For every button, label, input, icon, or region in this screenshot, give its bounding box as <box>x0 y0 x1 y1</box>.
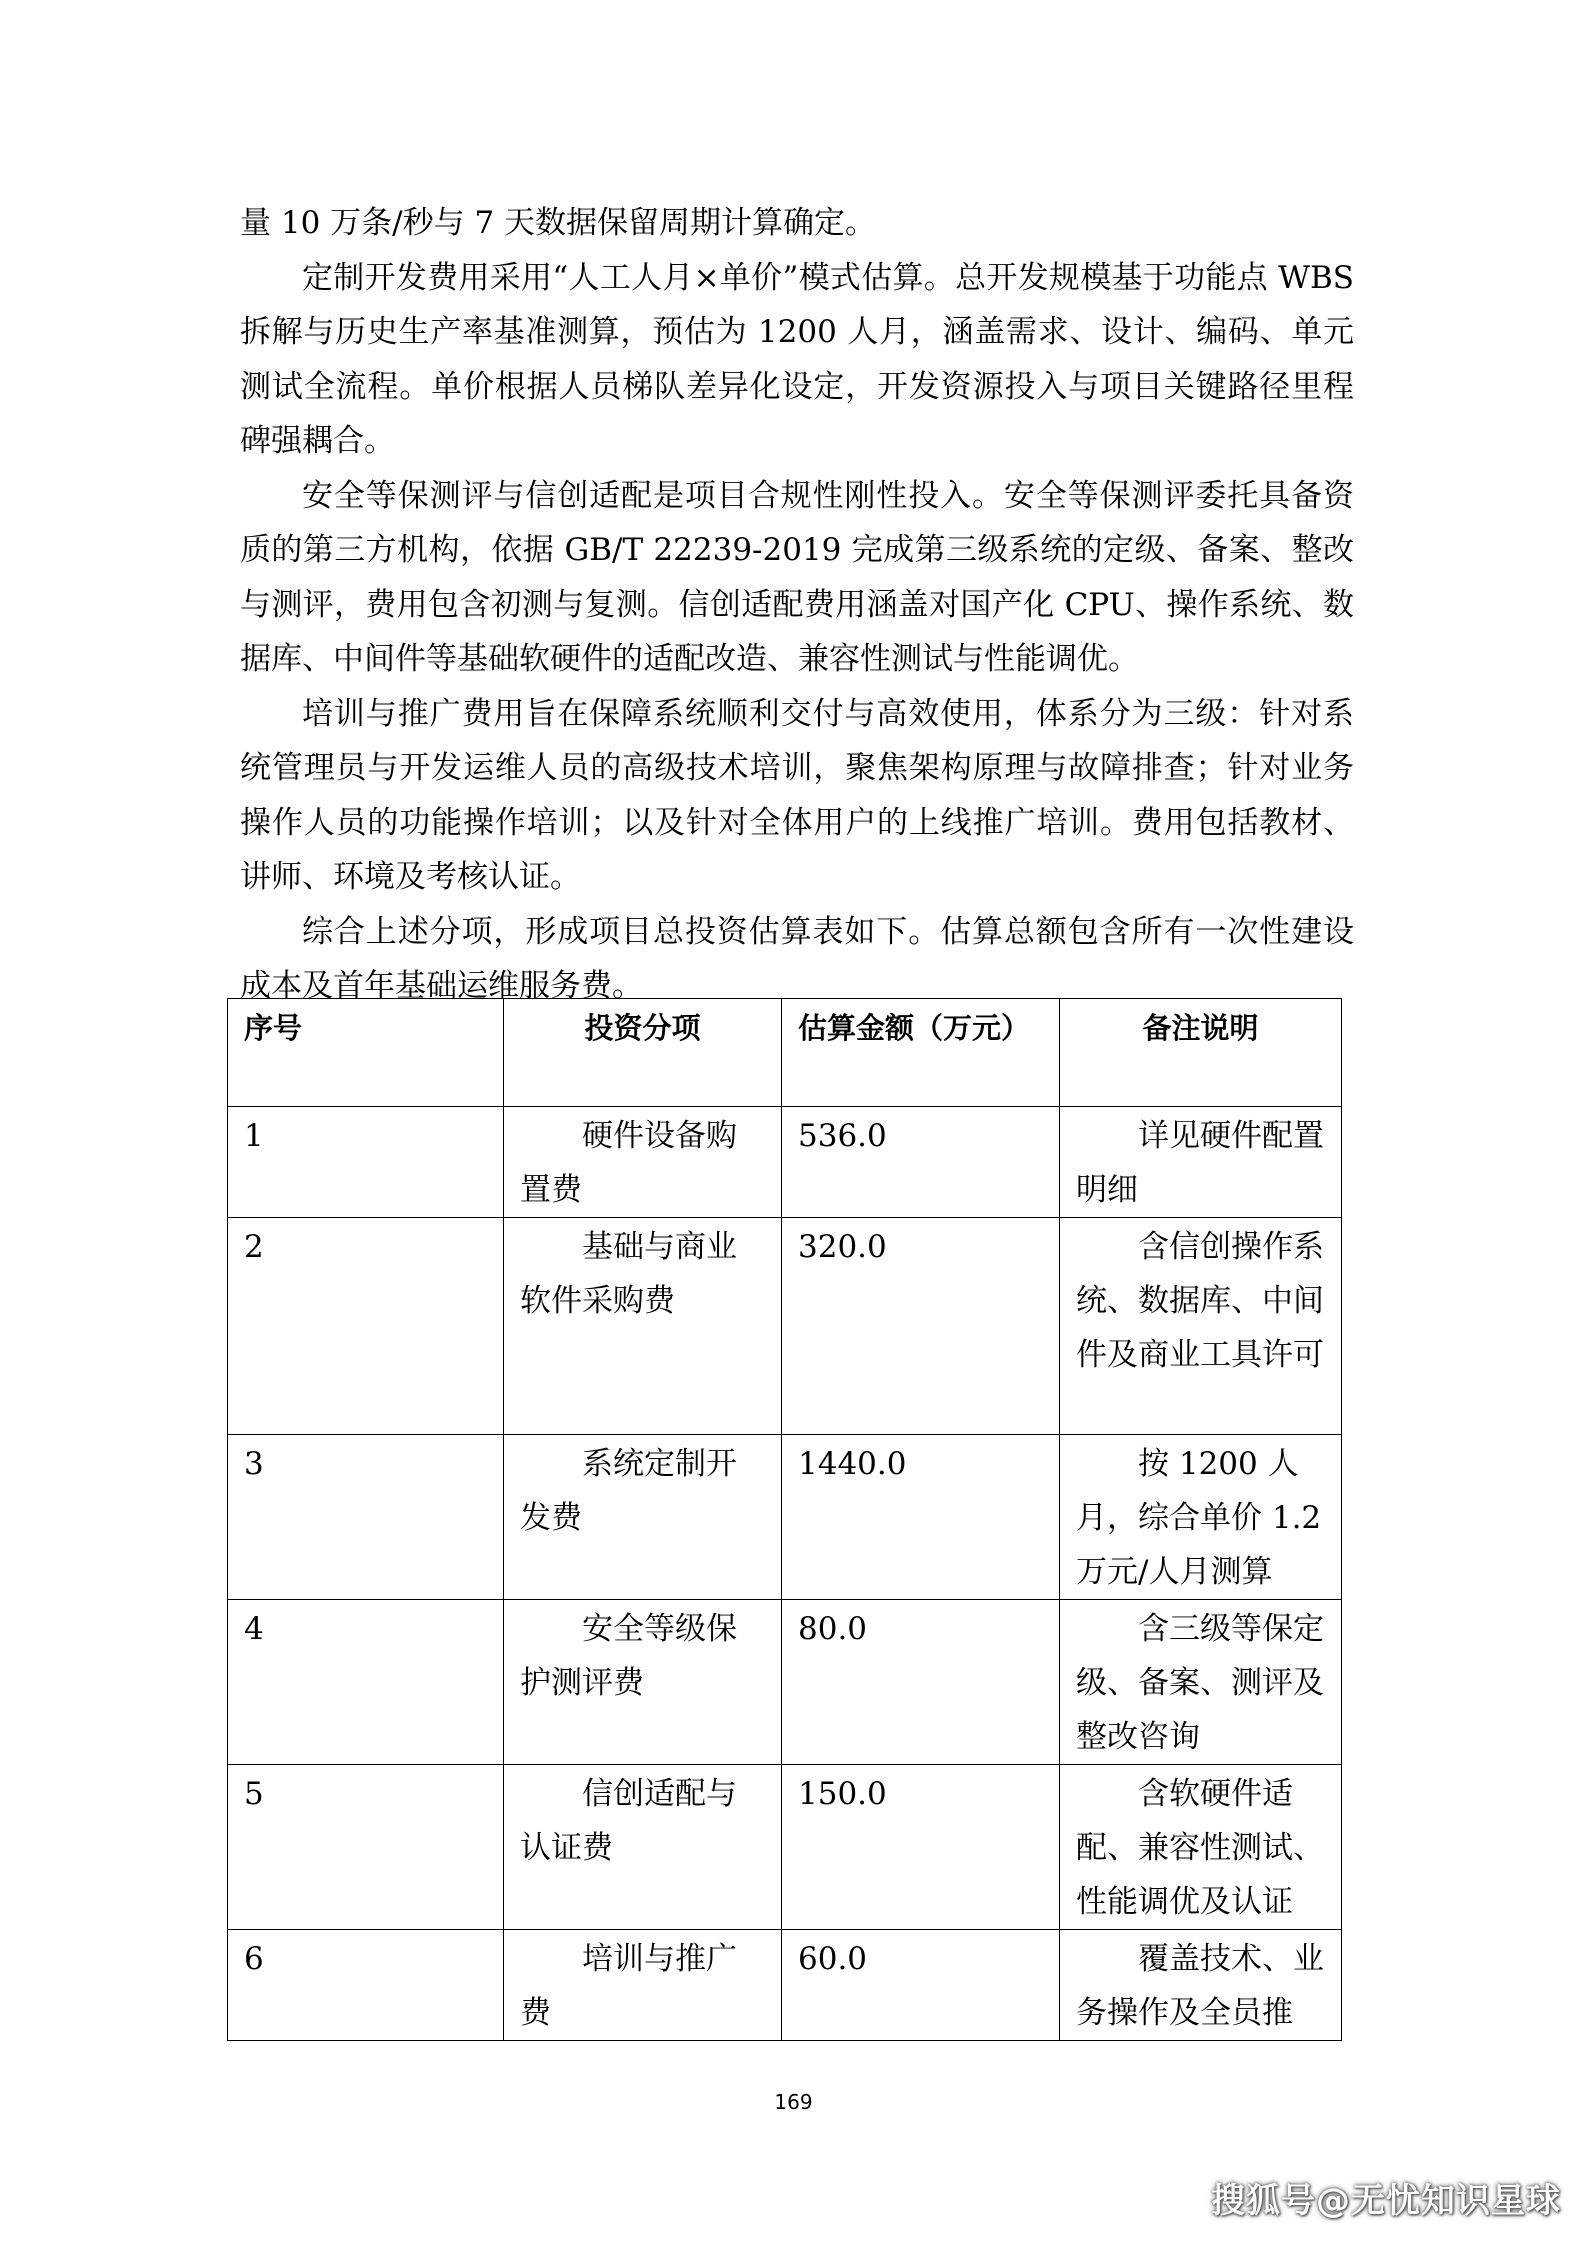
paragraph-custom-development: 定制开发费用采用“人工人月×单价”模式估算。总开发规模基于功能点 WBS 拆解与历史生产率基准测算，预估为 1200 人月，涵盖需求、设计、编码、单元测试全流程。单价根据人员梯队差异化设定，开发资源投入与项目关键路径里程碑强耦合。 <box>240 259 1354 459</box>
table-row <box>228 1930 1342 2041</box>
cell-amount: 1440.0 <box>782 1435 1060 1600</box>
table-row <box>228 1218 1342 1435</box>
cell-amount: 80.0 <box>782 1600 1060 1765</box>
table-row <box>228 1435 1342 1600</box>
body-text <box>240 196 1354 1014</box>
table-row <box>228 1765 1342 1930</box>
cell-note: 含三级等保定级、备案、测评及整改咨询 <box>1060 1600 1342 1765</box>
cell-item: 安全等级保护测评费 <box>504 1600 782 1765</box>
cell-amount: 150.0 <box>782 1765 1060 1930</box>
header-no: 序号 <box>228 999 504 1107</box>
cell-no: 1 <box>228 1107 504 1218</box>
cell-no: 2 <box>228 1218 504 1435</box>
table-row <box>228 1600 1342 1765</box>
cell-note: 覆盖技术、业务操作及全员推 <box>1060 1930 1342 2041</box>
cell-note: 含信创操作系统、数据库、中间件及商业工具许可 <box>1060 1218 1342 1435</box>
cell-item: 系统定制开发费 <box>504 1435 782 1600</box>
table-header-row <box>228 999 1342 1107</box>
cell-no: 3 <box>228 1435 504 1600</box>
page-number: 169 <box>774 2090 813 2114</box>
cell-note: 含软硬件适配、兼容性测试、性能调优及认证 <box>1060 1765 1342 1930</box>
paragraph-summary: 综合上述分项，形成项目总投资估算表如下。估算总额包含所有一次性建设成本及首年基础运维服务费。 <box>240 913 1354 1004</box>
paragraph-training: 培训与推广费用旨在保障系统顺利交付与高效使用，体系分为三级：针对系统管理员与开发运维人员的高级技术培训，聚焦架构原理与故障排查；针对业务操作人员的功能操作培训；以及针对全体用户的上线推广培训。费用包括教材、讲师、环境及考核认证。 <box>240 695 1354 895</box>
cell-item: 信创适配与认证费 <box>504 1765 782 1930</box>
cell-note: 详见硬件配置明细 <box>1060 1107 1342 1218</box>
cell-item: 硬件设备购置费 <box>504 1107 782 1218</box>
cell-no: 4 <box>228 1600 504 1765</box>
cell-item: 基础与商业软件采购费 <box>504 1218 782 1435</box>
cell-item: 培训与推广费 <box>504 1930 782 2041</box>
paragraph-security-compliance: 安全等保测评与信创适配是项目合规性刚性投入。安全等保测评委托具备资质的第三方机构，依据 GB/T 22239-2019 完成第三级系统的定级、备案、整改与测评，费用包含初测与复测。信创适配费用涵盖对国产化 CPU、操作系统、数据库、中间件等基础软硬件的适配改造、兼容性测试与性能调优。 <box>240 477 1354 677</box>
table-row <box>228 1107 1342 1218</box>
header-amount: 估算金额（万元） <box>782 999 1060 1107</box>
cell-no: 6 <box>228 1930 504 2041</box>
header-item: 投资分项 <box>504 999 782 1107</box>
cell-amount: 536.0 <box>782 1107 1060 1218</box>
watermark: 搜狐号@无忧知识星球 <box>1211 2181 1561 2221</box>
paragraph-continuation: 量 10 万条/秒与 7 天数据保留周期计算确定。 <box>240 205 877 241</box>
cell-note: 按 1200 人月，综合单价 1.2 万元/人月测算 <box>1060 1435 1342 1600</box>
cell-amount: 60.0 <box>782 1930 1060 2041</box>
cell-amount: 320.0 <box>782 1218 1060 1435</box>
investment-estimate-table <box>227 998 1342 2041</box>
header-note: 备注说明 <box>1060 999 1342 1107</box>
cell-no: 5 <box>228 1765 504 1930</box>
